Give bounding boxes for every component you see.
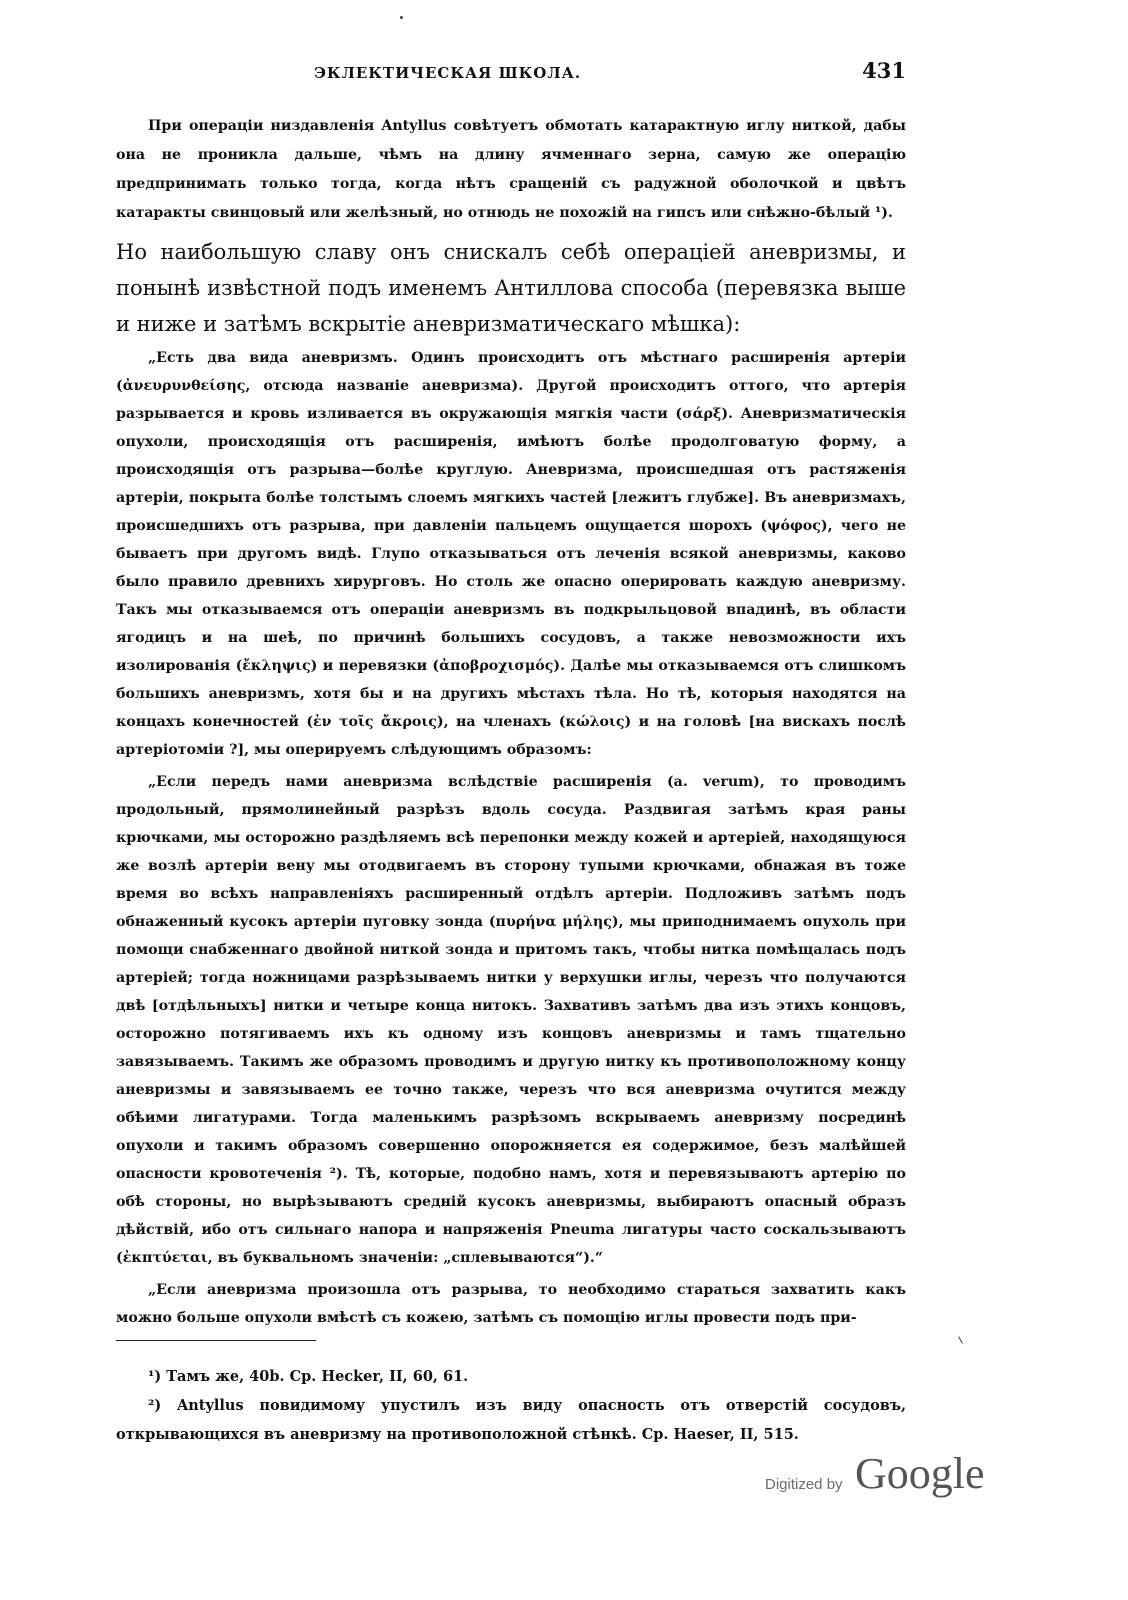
google-digitized-watermark xyxy=(765,1448,995,1508)
footnote-separator xyxy=(116,1340,316,1341)
paragraph-antyllus-cataract: При операціи низдавленія Antyllus совѣтуетъ обмотать катарактную иглу ниткой, дабы она не проникла дальше, чѣмъ на длину ячменнаго зерна, самую же операцію предпринимать только тогда, когда нѣтъ сращеній съ радужной оболочкой и цвѣтъ катаракты свинцовый или желѣзный, но отнюдь не похожій на гипсъ или снѣжно-бѣлый ¹). xyxy=(116,118,906,221)
watermark-digitized-by: Digitized by xyxy=(765,1476,843,1493)
footnote-1: ¹) Тамъ же, 40b. Ср. Hecker, II, 60, 61. xyxy=(148,1368,469,1385)
quote-rupture-aneurysm: „Если аневризма произошла отъ разрыва, то необходимо стараться захватить какъ можно больше опухоли вмѣстѣ съ кожею, затѣмъ съ помощію иглы провести подъ при- xyxy=(116,1282,906,1326)
running-head: ЭКЛЕКТИЧЕСКАЯ ШКОЛА. xyxy=(314,64,582,82)
page-number: 431 xyxy=(862,58,906,83)
footnote-2: ²) Antyllus повидимому упустилъ изъ виду опасность отъ отверстій сосудовъ, открывающихся въ аневризму на противоположной стѣнкѣ. Ср. Haeser, II, 515. xyxy=(116,1397,906,1443)
page-body xyxy=(116,58,906,1332)
page-header xyxy=(116,58,906,98)
quote-aneurysm-types: „Есть два вида аневризмъ. Одинъ происходитъ отъ мѣстнаго расширенія артеріи (ἀνευρυνθείσης, отсюда названіе аневризма). Другой происходитъ оттого, что артерія разрывается и кровь изливается въ окружающія мягкія части (σάρξ). Аневризматическія опухоли, происходящія отъ расширенія, имѣютъ болѣе продолговатую форму, а происходящія отъ разрыва—болѣе круглую. Аневризма, происшедшая отъ растяженія артеріи, покрыта болѣе толстымъ слоемъ мягкихъ частей [лежитъ глубже]. Въ аневризмахъ, происшедшихъ отъ разрыва, при давленіи пальцемъ ощущается шорохъ (ψόφος), чего не бываетъ при другомъ видѣ. Глупо отказываться отъ леченія всякой аневризмы, каково было правило древнихъ хирурговъ. Но столь же опасно оперировать каждую аневризму. Такъ мы отказываемся отъ операціи аневризмъ въ подкрыльцовой впадинѣ, въ области ягодицъ и на шеѣ, по причинѣ большихъ сосудовъ, а также невозможности ихъ изолированія (ἔκληψις) и перевязки (ἀποβροχισμός). Далѣе мы отказываемся отъ слишкомъ большихъ аневризмъ, хотя бы и на другихъ мѣстахъ тѣла. Но тѣ, которыя находятся на концахъ конечностей (ἐν τοῖς ἄκροις), на членахъ (κώλοις) и на головѣ [на вискахъ послѣ артеріотоміи ?], мы оперируемъ слѣдующимъ образомъ: xyxy=(116,350,906,758)
paragraph-aneurysm-intro: Но наибольшую славу онъ снискалъ себѣ операціей аневризмы, и понынѣ извѣстной подъ именемъ Антиллова способа (перевязка выше и ниже и затѣмъ вскрытіе аневризматическаго мѣшка): xyxy=(116,240,906,336)
scan-mark xyxy=(958,1336,963,1343)
scan-speck xyxy=(400,16,403,19)
quote-operation-method: „Если передъ нами аневризма вслѣдствіе расширенія (a. verum), то проводимъ продольный, прямолинейный разрѣзъ вдоль сосуда. Раздвигая затѣмъ края раны крючками, мы осторожно раздѣляемъ всѣ перепонки между кожей и артеріей, находящуюся же возлѣ артеріи вену мы отодвигаемъ въ сторону тупыми крючками, обнажая въ тоже время во всѣхъ направленіяхъ расширенный отдѣлъ артеріи. Подложивъ затѣмъ подъ обнаженный кусокъ артеріи пуговку зонда (πυρήνα μήλης), мы приподнимаемъ опухоль при помощи снабженнаго двойной ниткой зонда и притомъ такъ, чтобы нитка помѣщалась подъ артеріей; тогда ножницами разрѣзываемъ нитки у верхушки иглы, черезъ что получаются двѣ [отдѣльныхъ] нитки и четыре конца нитокъ. Захвативъ затѣмъ два изъ этихъ концовъ, осторожно потягиваемъ ихъ къ одному изъ концовъ аневризмы и тамъ тщательно завязываемъ. Такимъ же образомъ проводимъ и другую нитку къ противоположному концу аневризмы и завязываемъ ее точно также, черезъ что вся аневризма очутится между обѣими лигатурами. Тогда маленькимъ разрѣзомъ вскрываемъ аневризму посрединѣ опухоли и такимъ образомъ совершенно опорожняется ея содержимое, безъ малѣйшей опасности кровотеченія ²). Тѣ, которые, подобно намъ, хотя и перевязываютъ артерію по обѣ стороны, но вырѣзываютъ средній кусокъ аневризмы, выбираютъ опасный образъ дѣйствій, ибо отъ сильнаго напора и напряженія Pneuma лигатуры часто соскальзываютъ (ἐκπτύεται, въ буквальномъ значеніи: „сплевываются“).“ xyxy=(116,774,906,1266)
footnotes xyxy=(116,1362,906,1449)
watermark-google-logo: Google xyxy=(855,1449,985,1498)
